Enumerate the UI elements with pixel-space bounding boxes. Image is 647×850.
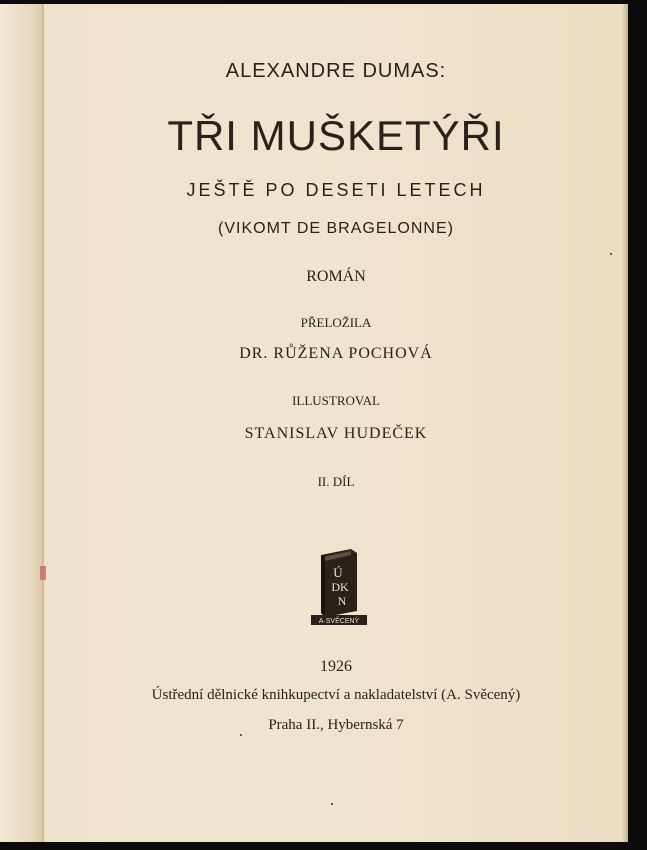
alternate-title: (VIKOMT DE BRAGELONNE) — [218, 220, 454, 237]
translator-name: DR. RŮŽENA POCHOVÁ — [239, 345, 433, 362]
logo-caption: A·SVĚCENÝ — [318, 618, 360, 625]
logo-letter-u: Ú — [333, 565, 343, 580]
paper-speck — [331, 803, 333, 805]
genre: ROMÁN — [306, 268, 366, 285]
book-title: TŘI MUŠKETÝŘI — [167, 112, 505, 159]
author: ALEXANDRE DUMAS: — [225, 60, 447, 82]
paper-speck — [240, 734, 242, 736]
publisher-address: Praha II., Hybernská 7 — [268, 717, 404, 733]
book-subtitle: JEŠTĚ PO DESETI LETECH — [186, 180, 486, 200]
logo-letter-n: N — [337, 594, 347, 608]
book-publisher-logo-icon — [311, 545, 367, 625]
illustrated-label: ILLUSTROVAL — [292, 393, 380, 408]
spine-edge — [0, 4, 44, 842]
translated-label: PŘELOŽILA — [300, 315, 372, 330]
publisher-name: Ústřední dělnické knihkupectví a nakladatelství (A. Svěcený) — [151, 687, 521, 703]
logo-letter-dk: DK — [331, 580, 349, 594]
paper-speck — [610, 253, 612, 255]
volume-number: II. DÍL — [317, 474, 355, 489]
illustrator-name: STANISLAV HUDEČEK — [244, 425, 428, 442]
publication-year: 1926 — [320, 658, 352, 675]
spine-stain — [40, 566, 46, 580]
